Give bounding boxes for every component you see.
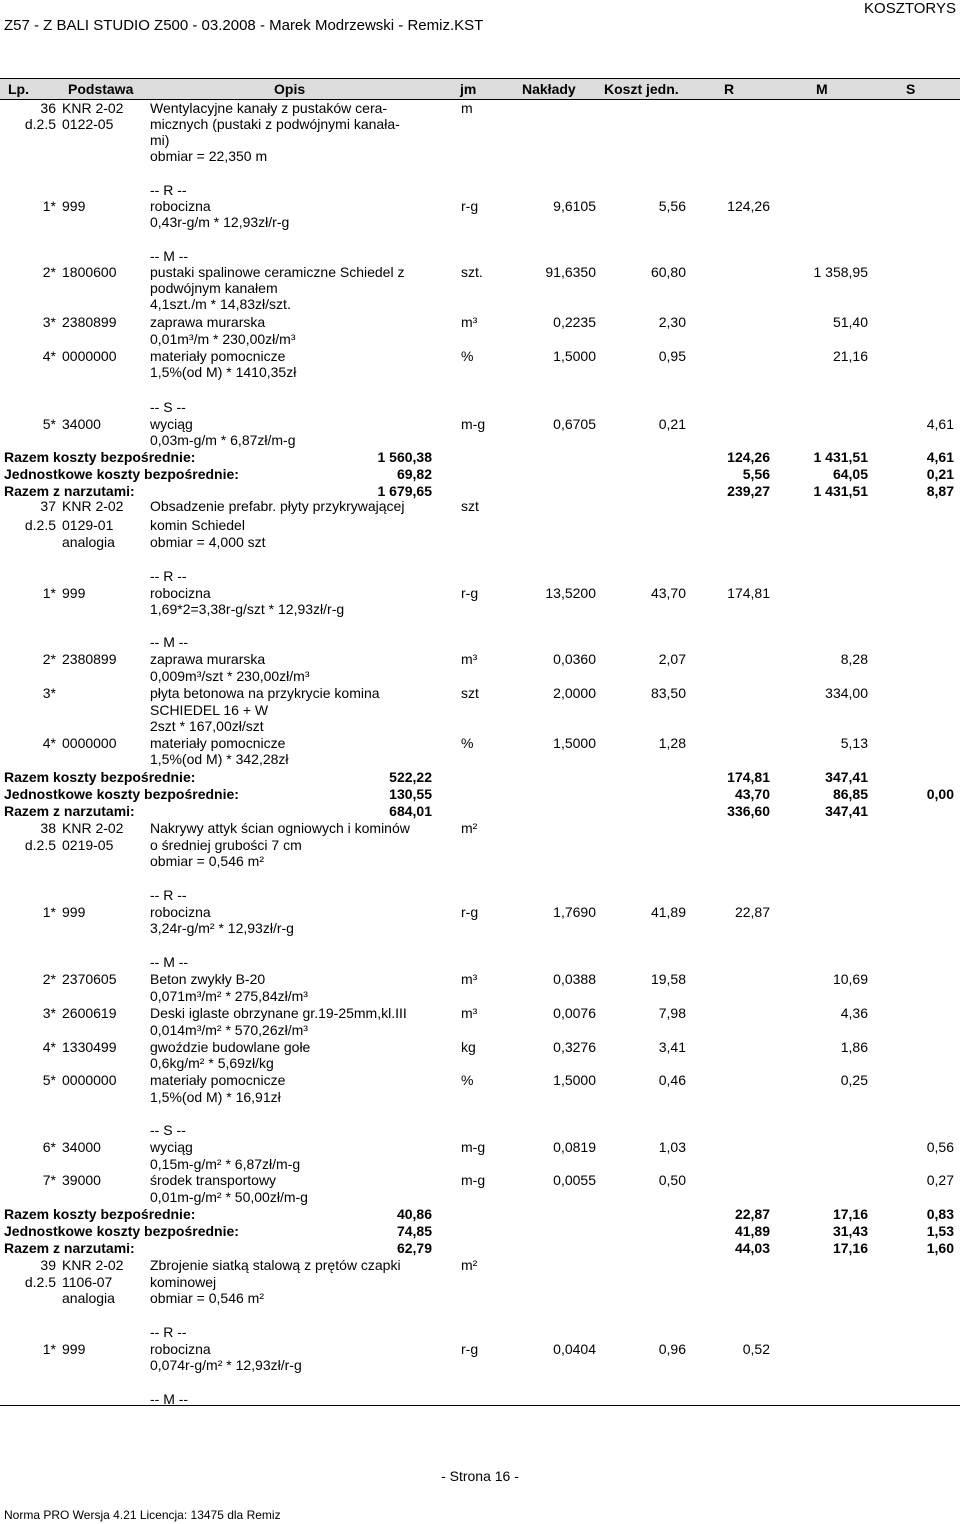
line-kj-cell: 1,03 <box>658 1139 686 1155</box>
line-pod-cell: 34000 <box>62 1139 101 1155</box>
col-header-jm: jm <box>460 81 477 97</box>
line-opis-cell: -- R -- <box>150 182 187 198</box>
line-opis-cell: robocizna <box>150 904 211 920</box>
line-m-cell: 0,25 <box>840 1072 868 1088</box>
line-jm-cell: % <box>461 1072 474 1088</box>
line-opis-cell: zaprawa murarska <box>150 314 266 330</box>
line-opis-cell: obmiar = 0,546 m² <box>150 853 264 869</box>
line-lp-cell: 37 <box>40 498 56 514</box>
line-lp-cell: 4* <box>42 735 56 751</box>
line-kj-cell: 41,89 <box>650 904 686 920</box>
line-kj-cell: 83,50 <box>650 685 686 701</box>
summary-m-value: 1 431,51 <box>813 483 868 499</box>
col-header-opis: Opis <box>274 81 306 97</box>
line-m-cell: 51,40 <box>832 314 868 330</box>
summary-label: Razem koszty bezpośrednie: <box>4 449 196 465</box>
line-jm-cell: szt <box>461 498 479 514</box>
line-nak-cell: 2,0000 <box>553 685 596 701</box>
line-jm-cell: r-g <box>461 198 479 214</box>
line-kj-cell: 2,07 <box>658 651 686 667</box>
summary-r-value: 44,03 <box>734 1240 770 1256</box>
line-pod-cell: 0219-05 <box>62 837 114 853</box>
line-opis-cell: -- M -- <box>150 634 189 650</box>
line-opis-cell: zaprawa murarska <box>150 651 266 667</box>
line-opis-cell: pustaki spalinowe ceramiczne Schiedel z <box>150 264 405 280</box>
summary-r-value: 124,26 <box>727 449 770 465</box>
line-opis-cell: obmiar = 4,000 szt <box>150 534 266 550</box>
summary-m-value: 347,41 <box>825 803 868 819</box>
license-note: Norma PRO Wersja 4.21 Licencja: 13475 dla Remiz <box>4 1508 281 1522</box>
line-kj-cell: 1,28 <box>658 735 686 751</box>
line-opis-cell: 1,69*2=3,38r-g/szt * 12,93zł/r-g <box>150 601 345 617</box>
line-pod-cell: analogia <box>62 534 115 550</box>
line-r-cell: 174,81 <box>727 585 770 601</box>
line-opis-cell: Obsadzenie prefabr. płyty przykrywającej <box>150 498 405 514</box>
line-nak-cell: 0,0076 <box>553 1005 596 1021</box>
col-header-naklady: Nakłady <box>522 81 576 97</box>
summary-m-value: 64,05 <box>832 466 868 482</box>
summary-value: 684,01 <box>389 803 432 819</box>
line-nak-cell: 0,3276 <box>553 1039 596 1055</box>
line-nak-cell: 0,6705 <box>553 416 596 432</box>
line-nak-cell: 1,5000 <box>553 348 596 364</box>
line-kj-cell: 5,56 <box>658 198 686 214</box>
line-opis-cell: 0,074r-g/m² * 12,93zł/r-g <box>150 1357 302 1373</box>
line-lp-cell: d.2.5 <box>24 116 56 132</box>
summary-label: Razem koszty bezpośrednie: <box>4 1206 196 1222</box>
line-opis-cell: materiały pomocnicze <box>150 1072 286 1088</box>
line-m-cell: 4,36 <box>840 1005 868 1021</box>
line-opis-cell: Zbrojenie siatką stalową z prętów czapki <box>150 1257 401 1273</box>
line-jm-cell: m-g <box>461 1139 486 1155</box>
line-jm-cell: szt. <box>461 264 483 280</box>
line-lp-cell: d.2.5 <box>24 517 56 533</box>
summary-s-value: 0,00 <box>926 786 954 802</box>
line-jm-cell: r-g <box>461 585 479 601</box>
summary-value: 1 679,65 <box>377 483 432 499</box>
line-opis-cell: komin Schiedel <box>150 517 245 533</box>
table-bottom-border <box>0 1405 960 1406</box>
col-header-s: S <box>906 81 916 97</box>
page-number: - Strona 16 - <box>441 1468 519 1484</box>
line-pod-cell: 0000000 <box>62 735 117 751</box>
line-lp-cell: d.2.5 <box>24 837 56 853</box>
summary-r-value: 239,27 <box>727 483 770 499</box>
line-nak-cell: 0,0055 <box>553 1172 596 1188</box>
line-nak-cell: 0,0404 <box>553 1341 596 1357</box>
line-opis-cell: 0,03m-g/m * 6,87zł/m-g <box>150 432 296 448</box>
line-lp-cell: 36 <box>40 100 56 116</box>
summary-label: Razem z narzutami: <box>4 1240 135 1256</box>
line-opis-cell: 0,15m-g/m² * 6,87zł/m-g <box>150 1156 301 1172</box>
line-pod-cell: 999 <box>62 904 86 920</box>
line-pod-cell: 1800600 <box>62 264 117 280</box>
line-m-cell: 1,86 <box>840 1039 868 1055</box>
line-m-cell: 334,00 <box>825 685 868 701</box>
summary-m-value: 31,43 <box>832 1223 868 1239</box>
summary-value: 62,79 <box>396 1240 432 1256</box>
col-header-r: R <box>724 81 735 97</box>
document-subtitle: Z57 - Z BALI STUDIO Z500 - 03.2008 - Marek Modrzewski - Remiz.KST <box>4 17 484 34</box>
line-nak-cell: 9,6105 <box>553 198 596 214</box>
summary-label: Razem z narzutami: <box>4 483 135 499</box>
line-nak-cell: 0,0388 <box>553 971 596 987</box>
line-opis-cell: mi) <box>150 132 170 148</box>
line-lp-cell: d.2.5 <box>24 1274 56 1290</box>
document-title: KOSZTORYS <box>864 0 956 17</box>
line-kj-cell: 2,30 <box>658 314 686 330</box>
line-pod-cell: 999 <box>62 1341 86 1357</box>
summary-label: Jednostkowe koszty bezpośrednie: <box>4 466 239 482</box>
line-opis-cell: Deski iglaste obrzynane gr.19-25mm,kl.III <box>150 1005 407 1021</box>
line-kj-cell: 7,98 <box>658 1005 686 1021</box>
line-nak-cell: 0,0360 <box>553 651 596 667</box>
summary-value: 130,55 <box>389 786 432 802</box>
line-lp-cell: 1* <box>42 904 56 920</box>
line-lp-cell: 5* <box>42 1072 56 1088</box>
summary-m-value: 17,16 <box>832 1240 868 1256</box>
summary-m-value: 17,16 <box>832 1206 868 1222</box>
line-lp-cell: 1* <box>42 198 56 214</box>
line-kj-cell: 0,21 <box>658 416 686 432</box>
summary-label: Razem z narzutami: <box>4 803 135 819</box>
line-kj-cell: 3,41 <box>658 1039 686 1055</box>
line-pod-cell: KNR 2-02 <box>62 100 124 116</box>
line-m-cell: 21,16 <box>832 348 868 364</box>
summary-value: 1 560,38 <box>377 449 432 465</box>
line-opis-cell: 0,071m³/m² * 275,84zł/m³ <box>150 988 308 1004</box>
line-kj-cell: 0,50 <box>658 1172 686 1188</box>
line-pod-cell: 1330499 <box>62 1039 117 1055</box>
line-kj-cell: 0,95 <box>658 348 686 364</box>
line-m-cell: 8,28 <box>840 651 868 667</box>
summary-s-value: 8,87 <box>926 483 954 499</box>
line-opis-cell: obmiar = 0,546 m² <box>150 1290 264 1306</box>
line-jm-cell: m-g <box>461 416 486 432</box>
line-pod-cell: 34000 <box>62 416 101 432</box>
line-lp-cell: 2* <box>42 651 56 667</box>
line-kj-cell: 0,46 <box>658 1072 686 1088</box>
line-lp-cell: 7* <box>42 1172 56 1188</box>
line-opis-cell: obmiar = 22,350 m <box>150 148 268 164</box>
line-jm-cell: % <box>461 348 474 364</box>
line-opis-cell: wyciąg <box>150 416 193 432</box>
line-jm-cell: r-g <box>461 1341 479 1357</box>
line-opis-cell: Nakrywy attyk ścian ogniowych i kominów <box>150 820 410 836</box>
line-opis-cell: podwójnym kanałem <box>150 280 278 296</box>
line-opis-cell: kominowej <box>150 1274 217 1290</box>
line-opis-cell: 0,6kg/m² * 5,69zł/kg <box>150 1055 274 1071</box>
line-opis-cell: 4,1szt./m * 14,83zł/szt. <box>150 296 291 312</box>
line-opis-cell: płyta betonowa na przykrycie komina <box>150 685 380 701</box>
line-jm-cell: m² <box>461 1257 478 1273</box>
line-opis-cell: 3,24r-g/m² * 12,93zł/r-g <box>150 920 294 936</box>
line-opis-cell: -- R -- <box>150 568 187 584</box>
line-lp-cell: 4* <box>42 348 56 364</box>
line-pod-cell: 2600619 <box>62 1005 117 1021</box>
summary-s-value: 0,21 <box>926 466 954 482</box>
line-opis-cell: materiały pomocnicze <box>150 348 286 364</box>
line-jm-cell: szt <box>461 685 479 701</box>
line-pod-cell: 2380899 <box>62 651 117 667</box>
col-header-m: M <box>816 81 828 97</box>
summary-s-value: 1,53 <box>926 1223 954 1239</box>
line-opis-cell: -- S -- <box>150 1122 186 1138</box>
line-opis-cell: gwoździe budowlane gołe <box>150 1039 311 1055</box>
line-kj-cell: 19,58 <box>650 971 686 987</box>
line-lp-cell: 2* <box>42 971 56 987</box>
line-lp-cell: 1* <box>42 1341 56 1357</box>
line-opis-cell: 0,01m-g/m² * 50,00zł/m-g <box>150 1189 308 1205</box>
line-opis-cell: robocizna <box>150 1341 211 1357</box>
line-nak-cell: 13,5200 <box>545 585 596 601</box>
line-jm-cell: m³ <box>461 971 478 987</box>
line-opis-cell: Wentylacyjne kanały z pustaków cera- <box>150 100 388 116</box>
line-opis-cell: środek transportowy <box>150 1172 277 1188</box>
line-m-cell: 10,69 <box>832 971 868 987</box>
summary-r-value: 43,70 <box>734 786 770 802</box>
line-lp-cell: 3* <box>42 314 56 330</box>
line-pod-cell: 2370605 <box>62 971 117 987</box>
line-pod-cell: 0122-05 <box>62 116 114 132</box>
line-jm-cell: m <box>461 100 473 116</box>
line-lp-cell: 39 <box>40 1257 56 1273</box>
line-opis-cell: o średniej grubości 7 cm <box>150 837 302 853</box>
line-opis-cell: materiały pomocnicze <box>150 735 286 751</box>
line-opis-cell: 2szt * 167,00zł/szt <box>150 718 264 734</box>
line-s-cell: 0,27 <box>926 1172 954 1188</box>
line-pod-cell: 0000000 <box>62 348 117 364</box>
line-opis-cell: -- S -- <box>150 399 186 415</box>
line-opis-cell: 1,5%(od M) * 342,28zł <box>150 751 289 767</box>
line-opis-cell: 0,009m³/szt * 230,00zł/m³ <box>150 668 310 684</box>
line-opis-cell: wyciąg <box>150 1139 193 1155</box>
line-r-cell: 124,26 <box>727 198 770 214</box>
table-header <box>0 78 960 100</box>
summary-value: 69,82 <box>396 466 432 482</box>
summary-value: 40,86 <box>396 1206 432 1222</box>
line-jm-cell: % <box>461 735 474 751</box>
line-opis-cell: -- R -- <box>150 887 187 903</box>
line-kj-cell: 43,70 <box>650 585 686 601</box>
summary-r-value: 41,89 <box>734 1223 770 1239</box>
summary-label: Jednostkowe koszty bezpośrednie: <box>4 1223 239 1239</box>
line-pod-cell: 39000 <box>62 1172 101 1188</box>
line-opis-cell: micznych (pustaki z podwójnymi kanała- <box>150 116 400 132</box>
line-pod-cell: KNR 2-02 <box>62 820 124 836</box>
summary-s-value: 4,61 <box>926 449 954 465</box>
line-lp-cell: 3* <box>42 1005 56 1021</box>
summary-r-value: 174,81 <box>727 769 770 785</box>
line-opis-cell: -- M -- <box>150 248 189 264</box>
line-r-cell: 22,87 <box>734 904 770 920</box>
line-nak-cell: 0,0819 <box>553 1139 596 1155</box>
line-nak-cell: 0,2235 <box>553 314 596 330</box>
line-opis-cell: -- M -- <box>150 954 189 970</box>
line-nak-cell: 91,6350 <box>545 264 596 280</box>
line-jm-cell: m-g <box>461 1172 486 1188</box>
line-jm-cell: m² <box>461 820 478 836</box>
line-nak-cell: 1,7690 <box>553 904 596 920</box>
summary-r-value: 5,56 <box>742 466 770 482</box>
line-opis-cell: -- M -- <box>150 1391 189 1407</box>
line-opis-cell: 0,43r-g/m * 12,93zł/r-g <box>150 214 290 230</box>
line-pod-cell: 0000000 <box>62 1072 117 1088</box>
line-opis-cell: robocizna <box>150 198 211 214</box>
line-jm-cell: kg <box>461 1039 476 1055</box>
col-header-koszt-jedn: Koszt jedn. <box>604 81 679 97</box>
line-jm-cell: m³ <box>461 314 478 330</box>
line-nak-cell: 1,5000 <box>553 735 596 751</box>
summary-label: Jednostkowe koszty bezpośrednie: <box>4 786 239 802</box>
line-lp-cell: 2* <box>42 264 56 280</box>
col-header-lp: Lp. <box>8 81 29 97</box>
summary-r-value: 22,87 <box>734 1206 770 1222</box>
line-pod-cell: KNR 2-02 <box>62 498 124 514</box>
line-lp-cell: 3* <box>42 685 56 701</box>
line-opis-cell: 0,01m³/m * 230,00zł/m³ <box>150 331 296 347</box>
line-pod-cell: 1106-07 <box>62 1274 113 1290</box>
line-kj-cell: 60,80 <box>650 264 686 280</box>
line-s-cell: 4,61 <box>926 416 954 432</box>
line-jm-cell: m³ <box>461 651 478 667</box>
line-jm-cell: r-g <box>461 904 479 920</box>
line-opis-cell: Beton zwykły B-20 <box>150 971 266 987</box>
line-pod-cell: 999 <box>62 198 86 214</box>
line-opis-cell: -- R -- <box>150 1324 187 1340</box>
line-opis-cell: SCHIEDEL 16 + W <box>150 702 269 718</box>
line-lp-cell: 4* <box>42 1039 56 1055</box>
line-nak-cell: 1,5000 <box>553 1072 596 1088</box>
line-pod-cell: 2380899 <box>62 314 117 330</box>
line-jm-cell: m³ <box>461 1005 478 1021</box>
line-kj-cell: 0,96 <box>658 1341 686 1357</box>
line-opis-cell: robocizna <box>150 585 211 601</box>
line-r-cell: 0,52 <box>742 1341 770 1357</box>
col-header-podstawa: Podstawa <box>68 81 134 97</box>
summary-m-value: 1 431,51 <box>813 449 868 465</box>
summary-s-value: 0,83 <box>926 1206 954 1222</box>
summary-value: 74,85 <box>396 1223 432 1239</box>
summary-label: Razem koszty bezpośrednie: <box>4 769 196 785</box>
line-opis-cell: 1,5%(od M) * 16,91zł <box>150 1089 281 1105</box>
line-lp-cell: 6* <box>42 1139 56 1155</box>
summary-m-value: 86,85 <box>832 786 868 802</box>
line-opis-cell: 1,5%(od M) * 1410,35zł <box>150 364 297 380</box>
line-m-cell: 1 358,95 <box>813 264 868 280</box>
summary-m-value: 347,41 <box>825 769 868 785</box>
line-pod-cell: 999 <box>62 585 86 601</box>
line-lp-cell: 38 <box>40 820 56 836</box>
line-pod-cell: analogia <box>62 1290 115 1306</box>
summary-r-value: 336,60 <box>727 803 770 819</box>
line-m-cell: 5,13 <box>840 735 868 751</box>
line-lp-cell: 1* <box>42 585 56 601</box>
line-lp-cell: 5* <box>42 416 56 432</box>
line-pod-cell: KNR 2-02 <box>62 1257 124 1273</box>
line-pod-cell: 0129-01 <box>62 517 114 533</box>
summary-s-value: 1,60 <box>926 1240 954 1256</box>
line-opis-cell: 0,014m³/m² * 570,26zł/m³ <box>150 1022 308 1038</box>
summary-value: 522,22 <box>389 769 432 785</box>
line-s-cell: 0,56 <box>926 1139 954 1155</box>
